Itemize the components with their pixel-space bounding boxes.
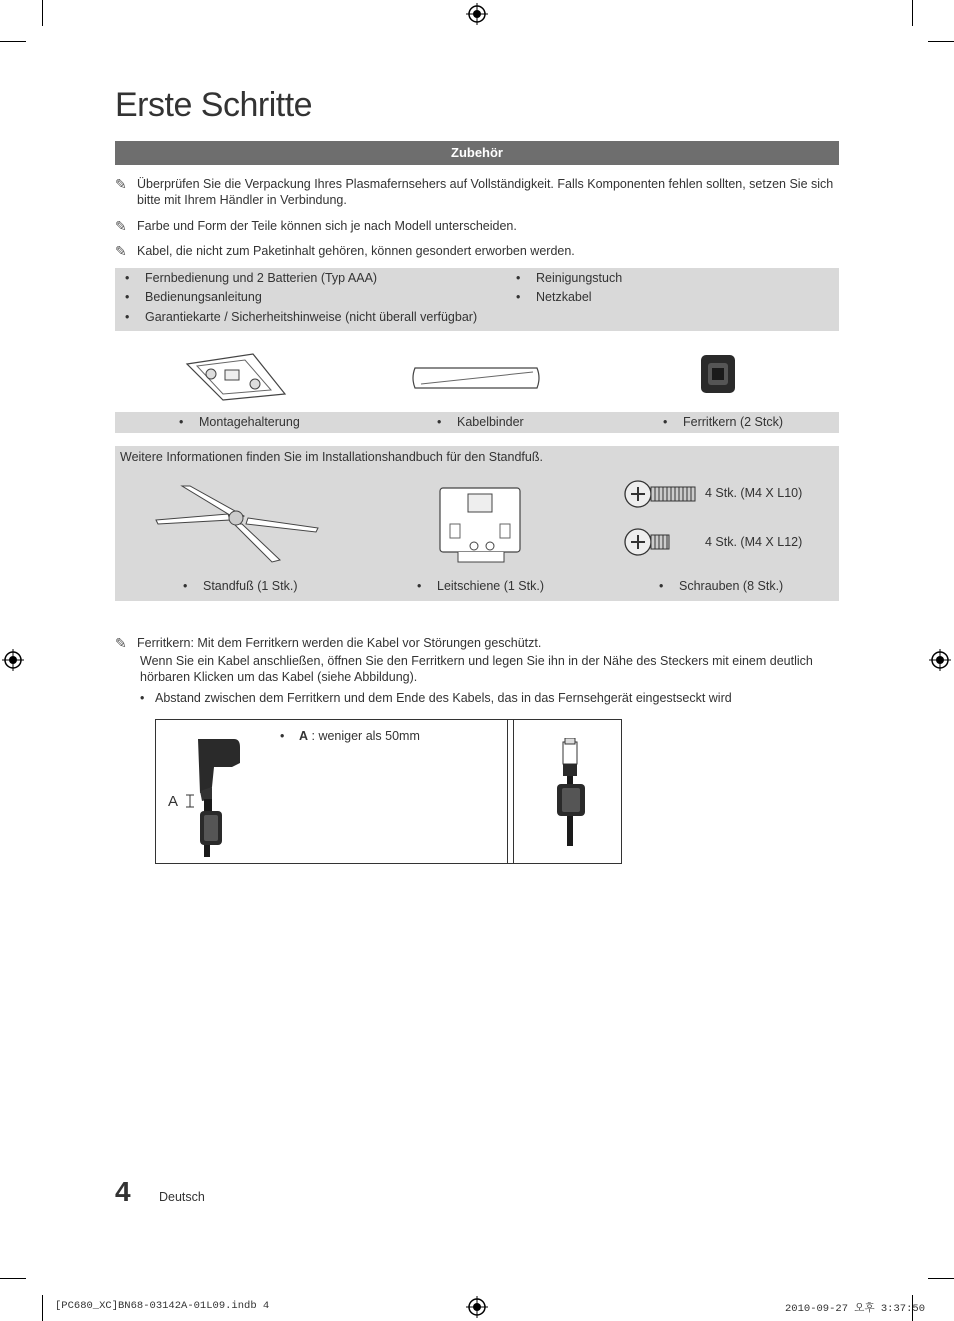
- note: ✎ Farbe und Form der Teile können sich je nach Modell unterscheiden.: [115, 218, 517, 234]
- screw-l10-image: [624, 477, 700, 511]
- list-item: • Garantiekarte / Sicherheitshinweise (nicht überall verfügbar): [125, 310, 477, 324]
- stand-image: [154, 484, 322, 564]
- note: ✎ Kabel, die nicht zum Paketinhalt gehören, können gesondert erworben werden.: [115, 243, 575, 259]
- list-item: • Kabelbinder: [437, 415, 524, 429]
- page-title: Erste Schritte: [115, 86, 313, 124]
- print-file-info: [PC680_XC]BN68-03142A-01L09.indb 4: [55, 1300, 270, 1312]
- pencil-icon: ✎: [115, 243, 127, 259]
- wall-mount-bracket-image: [183, 350, 289, 402]
- guide-rail-image: [434, 484, 526, 568]
- registration-mark-icon: [466, 3, 488, 25]
- straight-plug-cable-image: [553, 738, 589, 848]
- list-item: • Reinigungstuch: [516, 271, 622, 285]
- registration-mark-icon: [2, 649, 24, 671]
- crop-mark: [928, 41, 954, 42]
- cable-tie-image: [411, 364, 543, 392]
- note: ✎ Überprüfen Sie die Verpackung Ihres Plasmafernsehers auf Vollständigkeit. Falls Komponenten fehlen sollten, setzen Sie sich bitte mit Ihrem Händler in Verbindung.: [115, 176, 834, 207]
- registration-mark-icon: [929, 649, 951, 671]
- diagram-legend: • A : weniger als 50mm: [280, 729, 420, 743]
- list-item: • Bedienungsanleitung: [125, 290, 262, 304]
- list-item: • Schrauben (8 Stk.): [659, 579, 783, 593]
- list-item: • Montagehalterung: [179, 415, 300, 429]
- crop-mark: [928, 1278, 954, 1279]
- crop-mark: [0, 41, 26, 42]
- section-heading: Zubehör: [115, 141, 839, 165]
- crop-mark: [42, 1295, 43, 1321]
- language-label: Deutsch: [159, 1190, 205, 1204]
- list-item: • Netzkabel: [516, 290, 592, 304]
- distance-marker-label: A: [168, 793, 179, 810]
- crop-mark: [912, 0, 913, 26]
- list-item: • Ferritkern (2 Stck): [663, 415, 783, 429]
- crop-mark: [0, 1278, 26, 1279]
- pencil-icon: ✎: [115, 176, 127, 192]
- ferrite-note-detail: Wenn Sie ein Kabel anschließen, öffnen Sie den Ferritkern und legen Sie ihn in der Nähe des Steckers mit einem deutlich hörbaren Klicken um das Kabel (siehe Abbildung).: [140, 654, 813, 684]
- screw-l12-image: [624, 525, 672, 559]
- ferrite-core-image: [699, 353, 737, 395]
- diagram-divider: [506, 719, 513, 864]
- print-date-info: 2010-09-27 오후 3:37:50: [784, 1303, 925, 1315]
- screw-l12-label: 4 Stk. (M4 X L12): [705, 535, 803, 549]
- registration-mark-icon: [466, 1296, 488, 1318]
- stand-info-text: Weitere Informationen finden Sie im Installationshandbuch für den Standfuß.: [120, 450, 543, 464]
- page-number: 4: [115, 1176, 131, 1207]
- ferrite-note: ✎ Ferritkern: Mit dem Ferritkern werden die Kabel vor Störungen geschützt.: [115, 635, 542, 651]
- ferrite-note-bullet: • Abstand zwischen dem Ferritkern und dem Ende des Kabels, das in das Fernsehgerät eingestseckt wird: [140, 691, 732, 705]
- list-item: • Leitschiene (1 Stk.): [417, 579, 544, 593]
- list-item: • Fernbedienung und 2 Batterien (Typ AAA): [125, 271, 377, 285]
- screw-l10-label: 4 Stk. (M4 X L10): [705, 486, 803, 500]
- pencil-icon: ✎: [115, 635, 127, 651]
- list-item: • Standfuß (1 Stk.): [183, 579, 297, 593]
- pencil-icon: ✎: [115, 218, 127, 234]
- crop-mark: [42, 0, 43, 26]
